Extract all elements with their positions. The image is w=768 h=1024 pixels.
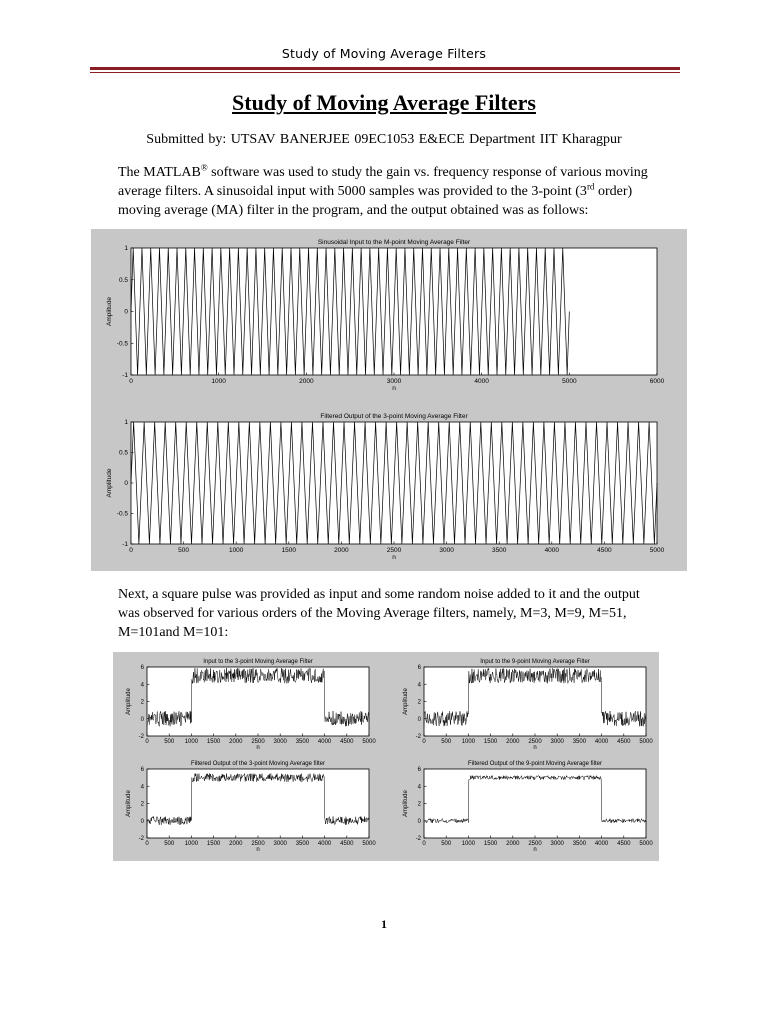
- pulse9-input-xtick-label: 1500: [483, 739, 498, 745]
- pulse9-output-xtick-label: 3500: [572, 841, 587, 847]
- pulse3-output-xtick-label: 3500: [295, 841, 310, 847]
- sinusoid-output-xtick-label: 0: [129, 547, 133, 554]
- pulse3-input-xtick-label: 500: [164, 739, 175, 745]
- pulse9-output-title: Filtered Output of the 9-point Moving Average filter: [468, 761, 602, 767]
- pulse9-input-ytick-label: 0: [417, 716, 421, 723]
- intro-paragraph: [118, 163, 663, 220]
- pulse9-output-xtick-label: 1000: [461, 841, 476, 847]
- pulse3-input-title: Input to the 3-point Moving Average Filter: [203, 659, 313, 665]
- pulse3-input-xtick-label: 4000: [317, 739, 332, 745]
- pulse3-output-xtick-label: 2500: [251, 841, 265, 847]
- pulse3-output-xtick-label: 4500: [340, 841, 354, 847]
- sinusoid-input-xtick-label: 6000: [649, 378, 665, 385]
- pulse9-input-xtick-label: 4000: [594, 739, 609, 745]
- sinusoid-output-xtick-label: 3000: [439, 547, 454, 554]
- pulse3-output-ytick-label: 2: [140, 801, 144, 808]
- pulse9-output-ytick-label: 0: [417, 818, 421, 825]
- sinusoid-output-xtick-label: 4500: [597, 547, 612, 554]
- pulse3-output-ytick-label: 0: [140, 818, 144, 825]
- pulse9-input-xtick-label: 1000: [461, 739, 476, 745]
- pulse3-output-chart: [126, 761, 376, 853]
- pulse9-output-xtick-label: 5000: [639, 841, 653, 847]
- pulse9-input-xlabel: n: [533, 745, 537, 751]
- sinusoid-input-chart: [106, 239, 665, 392]
- pulse9-input-ytick-label: 2: [417, 699, 421, 706]
- sinusoid-output-ylabel: Amplitude: [106, 468, 113, 498]
- pulse9-output-ytick-label: 4: [417, 784, 421, 791]
- intro-part3: order) moving average (MA) filter in the program, and the output obtained was as follows:: [118, 184, 633, 218]
- pulse3-output-xtick-label: 500: [164, 841, 175, 847]
- pulse9-output-xtick-label: 4500: [617, 841, 631, 847]
- pulse9-input-ytick-label: 4: [417, 682, 421, 689]
- sinusoid-output-ytick-label: 0.5: [118, 449, 128, 457]
- pulse3-input-chart: [126, 659, 376, 751]
- pulse3-input-ytick-label: -2: [138, 734, 144, 740]
- sinusoid-input-ytick-label: 0: [124, 308, 128, 316]
- pulse9-input-xtick-label: 2500: [528, 739, 542, 745]
- sinusoid-output-ytick-label: -1: [122, 541, 128, 548]
- sinusoid-input-xtick-label: 5000: [562, 378, 577, 385]
- sinusoid-output-chart: [106, 413, 665, 561]
- pulse9-output-xtick-label: 0: [422, 841, 426, 847]
- sinusoid-input-title: Sinusoidal Input to the M-point Moving Average Filter: [317, 239, 471, 246]
- pulse9-output-xtick-label: 500: [441, 841, 452, 847]
- pulse9-input-xtick-label: 5000: [639, 739, 653, 745]
- sinusoid-output-xtick-label: 1000: [228, 547, 244, 554]
- pulse3-input-xlabel: n: [256, 745, 260, 751]
- pulse9-output-ylabel: Amplitude: [403, 790, 409, 817]
- sinusoid-output-title: Filtered Output of the 3-point Moving Average Filter: [320, 413, 468, 420]
- pulse3-input-xtick-label: 1000: [184, 739, 199, 745]
- pulse3-input-ylabel: Amplitude: [126, 688, 132, 715]
- pulse9-input-xtick-label: 4500: [617, 739, 631, 745]
- sinusoid-output-xtick-label: 2500: [386, 547, 402, 554]
- pulse9-input-xtick-label: 500: [441, 739, 452, 745]
- document-title: Study of Moving Average Filters: [232, 90, 536, 115]
- pulse3-output-xtick-label: 3000: [273, 841, 287, 847]
- pulse9-input-xtick-label: 2000: [506, 739, 520, 745]
- header-rule-thick: [90, 67, 680, 70]
- pulse3-output-ytick-label: -2: [138, 836, 144, 842]
- intro-part2: software was used to study the gain vs. frequency response of various moving average filters. A sinusoidal input with 5000 samples was provided to the 3-point (3: [118, 165, 648, 199]
- pulse3-output-xtick-label: 1500: [206, 841, 221, 847]
- pulse3-output-xtick-label: 4000: [317, 841, 332, 847]
- pulse3-output-xtick-label: 5000: [362, 841, 376, 847]
- figure-sinusoid-panel: [91, 229, 687, 571]
- pulse9-output-xtick-label: 4000: [594, 841, 609, 847]
- pulse3-input-ytick-label: 4: [140, 682, 144, 689]
- pulse9-input-xtick-label: 0: [422, 739, 426, 745]
- pulse3-output-ylabel: Amplitude: [126, 790, 132, 817]
- figure-sinusoid: [91, 229, 687, 571]
- sinusoid-input-ylabel: Amplitude: [106, 297, 113, 326]
- sinusoid-input-xtick-label: 1000: [211, 378, 226, 385]
- sinusoid-output-ytick-label: 0: [124, 480, 128, 487]
- sinusoid-output-xtick-label: 2000: [334, 547, 349, 554]
- byline: Submitted by: UTSAV BANERJEE 09EC1053 E&ECE Department IIT Kharagpur: [146, 132, 622, 147]
- pulse9-input-chart: [403, 659, 653, 751]
- pulse9-output-xtick-label: 1500: [483, 841, 498, 847]
- pulse3-output-xlabel: n: [256, 847, 260, 853]
- running-header: Study of Moving Average Filters: [281, 46, 487, 61]
- pulse9-output-ytick-label: 6: [417, 767, 421, 773]
- pulse3-input-xtick-label: 1500: [206, 739, 221, 745]
- figure-pulse-panel: [113, 652, 659, 861]
- sinusoid-output-xtick-label: 500: [178, 547, 190, 554]
- pulse3-input-xtick-label: 2500: [251, 739, 265, 745]
- sinusoid-input-xtick-label: 2000: [299, 378, 314, 385]
- sinusoid-input-ytick-label: -1: [122, 372, 128, 379]
- intro-part1: The MATLAB: [118, 165, 201, 180]
- sinusoid-output-xtick-label: 1500: [281, 547, 297, 554]
- page-number: 1: [381, 917, 387, 931]
- sinusoid-input-ytick-label: -0.5: [116, 340, 128, 348]
- pulse3-input-xtick-label: 3500: [295, 739, 310, 745]
- pulse9-output-ytick-label: -2: [415, 836, 421, 842]
- pulse3-input-xtick-label: 0: [145, 739, 149, 745]
- sinusoid-input-ytick-label: 0.5: [118, 276, 128, 284]
- pulse3-input-xtick-label: 4500: [340, 739, 354, 745]
- sinusoid-output-xtick-label: 5000: [649, 547, 665, 554]
- pulse3-input-ytick-label: 2: [140, 699, 144, 706]
- header-rule-thin: [90, 72, 680, 73]
- sinusoid-output-ytick-label: 1: [124, 419, 128, 426]
- registered-mark: ®: [200, 162, 208, 173]
- sinusoid-input-xtick-label: 4000: [474, 378, 489, 385]
- pulse3-output-xtick-label: 2000: [229, 841, 243, 847]
- figure-pulse: [113, 652, 659, 861]
- pulse9-input-ytick-label: -2: [415, 734, 421, 740]
- pulse3-input-xtick-label: 3000: [273, 739, 287, 745]
- pulse9-output-ytick-label: 2: [417, 801, 421, 808]
- pulse9-output-xtick-label: 2500: [528, 841, 542, 847]
- pulse9-output-xlabel: n: [533, 847, 537, 853]
- pulse9-input-ytick-label: 6: [417, 665, 421, 671]
- sinusoid-input-xtick-label: 0: [129, 378, 133, 385]
- pulse9-output-xtick-label: 2000: [506, 841, 520, 847]
- pulse9-input-xtick-label: 3500: [572, 739, 587, 745]
- ordinal-suffix: rd: [586, 181, 595, 192]
- pulse9-input-xtick-label: 3000: [550, 739, 564, 745]
- sinusoid-input-xlabel: n: [392, 385, 396, 392]
- pulse3-input-ytick-label: 6: [140, 665, 144, 671]
- sinusoid-input-xtick-label: 3000: [386, 378, 402, 385]
- pulse3-output-xtick-label: 0: [145, 841, 149, 847]
- pulse-paragraph: Next, a square pulse was provided as input and some random noise added to it and the output was observed for various orders of the Moving Average filters, namely, M=3, M=9, M=51, M=101and M=101:: [118, 587, 640, 640]
- sinusoid-output-xtick-label: 4000: [544, 547, 560, 554]
- pulse3-output-ytick-label: 6: [140, 767, 144, 773]
- sinusoid-output-ytick-label: -0.5: [116, 510, 128, 518]
- pulse3-input-plot-area: [147, 667, 369, 736]
- pulse9-output-chart: [403, 761, 653, 853]
- sinusoid-output-xtick-label: 3500: [491, 547, 507, 554]
- pulse3-input-ytick-label: 0: [140, 716, 144, 723]
- pulse3-output-ytick-label: 4: [140, 784, 144, 791]
- pulse9-input-title: Input to the 9-point Moving Average Filter: [480, 659, 590, 665]
- pulse9-input-ylabel: Amplitude: [403, 688, 409, 715]
- sinusoid-input-ytick-label: 1: [124, 245, 128, 252]
- pulse3-input-xtick-label: 2000: [229, 739, 243, 745]
- pulse9-output-xtick-label: 3000: [550, 841, 564, 847]
- sinusoid-output-xlabel: n: [392, 554, 396, 561]
- pulse3-output-xtick-label: 1000: [184, 841, 199, 847]
- pulse3-output-title: Filtered Output of the 3-point Moving Average filter: [191, 761, 325, 767]
- pulse3-input-xtick-label: 5000: [362, 739, 376, 745]
